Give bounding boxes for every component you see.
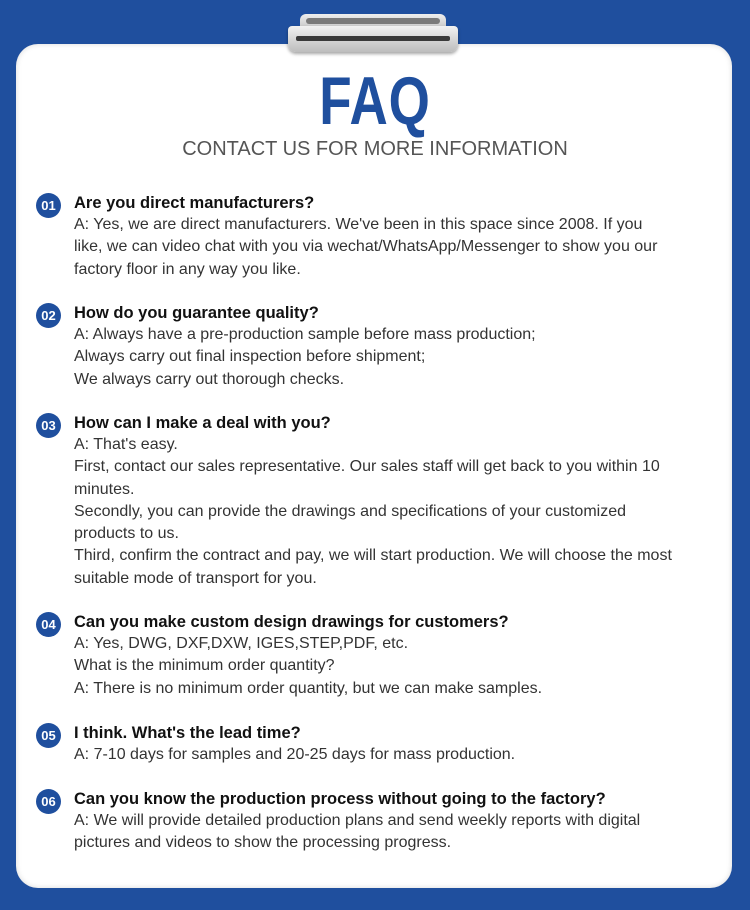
number-badge: 02 <box>36 303 61 328</box>
faq-answer-line: We always carry out thorough checks. <box>74 370 345 388</box>
faq-answer-line: suitable mode of transport for you. <box>74 569 317 587</box>
faq-question: Are you direct manufacturers? <box>74 194 315 212</box>
faq-answer-line: A: That's easy. <box>74 436 178 453</box>
page-title: FAQ <box>319 63 431 139</box>
faq-answer-line: A: There is no minimum order quantity, but we can make samples. <box>74 679 543 697</box>
faq-question: Can you know the production process without going to the factory? <box>74 790 606 808</box>
faq-item-06 <box>36 788 716 855</box>
faq-answer-line: A: Yes, DWG, DXF,DXW, IGES,STEP,PDF, etc. <box>74 635 409 652</box>
faq-answer-line: A: Always have a pre-production sample before mass production; <box>74 326 536 343</box>
faq-answer-line: Always carry out final inspection before shipment; <box>74 348 426 366</box>
faq-answer-line: minutes. <box>74 480 135 498</box>
faq-answer-line: First, contact our sales representative. Our sales staff will get back to you within 10 <box>74 458 660 476</box>
number-badge: 03 <box>36 413 61 438</box>
faq-item-02 <box>36 302 716 391</box>
faq-item-01 <box>36 192 716 281</box>
clipboard-clip-slot <box>306 18 440 24</box>
faq-item-03 <box>36 412 716 590</box>
faq-answer-line: products to us. <box>74 525 179 543</box>
number-badge: 04 <box>36 612 61 637</box>
faq-answer-line: What is the minimum order quantity? <box>74 657 335 675</box>
number-badge: 05 <box>36 723 61 748</box>
faq-item-05 <box>36 722 716 766</box>
faq-question: How can I make a deal with you? <box>74 414 331 432</box>
faq-question: How do you guarantee quality? <box>74 304 319 322</box>
faq-answer-line: Secondly, you can provide the drawings and specifications of your customized <box>74 502 627 520</box>
faq-answer-line: like, we can video chat with you via wechat/WhatsApp/Messenger to show you our <box>74 238 658 256</box>
number-badge: 06 <box>36 789 61 814</box>
clipboard-clip-band <box>296 36 450 41</box>
faq-answer-line: A: 7-10 days for samples and 20-25 days for mass production. <box>74 746 516 763</box>
faq-answer-line: A: We will provide detailed production plans and send weekly reports with digital <box>74 812 641 829</box>
faq-answer-line: pictures and videos to show the processing progress. <box>74 834 452 852</box>
faq-answer-line: factory floor in any way you like. <box>74 260 301 278</box>
faq-question: I think. What's the lead time? <box>74 724 301 742</box>
number-badge: 01 <box>36 193 61 218</box>
faq-answer-line: Third, confirm the contract and pay, we will start production. We will choose the most <box>74 547 672 565</box>
page-subtitle: CONTACT US FOR MORE INFORMATION <box>182 138 568 160</box>
faq-item-04 <box>36 611 716 700</box>
faq-answer-line: A: Yes, we are direct manufacturers. We've been in this space since 2008. If you <box>74 216 643 233</box>
faq-question: Can you make custom design drawings for customers? <box>74 613 509 631</box>
